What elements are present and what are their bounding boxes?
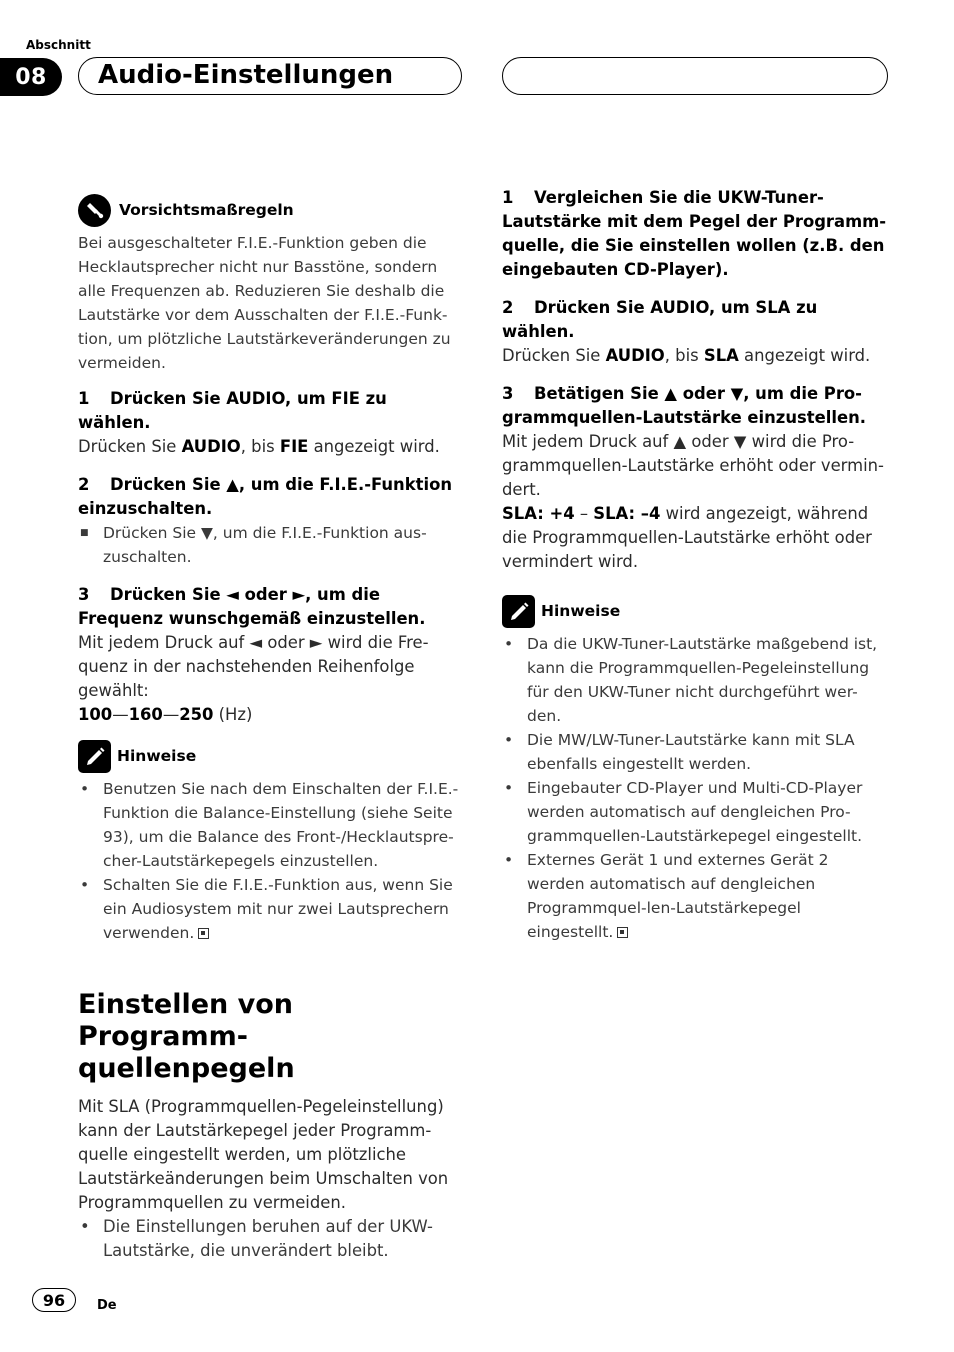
page-number: 96: [32, 1288, 76, 1312]
sla-intro-text: Mit SLA (Programmquellen-Pegeleinstellung) kann der Lautstärkepegel jeder Programm-quelle eingestellt werden, um plötzliche Lautstärkeänderungen beim Umschalten von Programmquellen zu vermeiden.: [78, 1097, 449, 1212]
note-pencil-icon: [502, 595, 535, 628]
caution-text: Bei ausgeschalteter F.I.E.-Funktion geben die Hecklautsprecher nicht nur Basstöne, sondern alle Frequenzen ab. Reduzieren Sie deshalb die Lautstärke vor dem Ausschalten der F.I.E.-Funk-tion, um plötzliche Lautstärkeveränderungen zu vermeiden.: [78, 234, 451, 372]
language-code: De: [97, 1298, 117, 1313]
right-step-2-title: 2 Drücken Sie AUDIO, um SLA zu wählen.: [502, 298, 818, 341]
right-notes-heading: [502, 594, 888, 628]
right-notes-list: [502, 632, 888, 944]
right-step-3-title: 3 Betätigen Sie ▲ oder ▼, um die Pro-grammquellen-Lautstärke einzustellen.: [502, 384, 866, 427]
right-notes-title: Hinweise: [541, 602, 621, 620]
list-item: • Eingebauter CD-Player und Multi-CD-Player werden automatisch auf dengleichen Pro-grammquellen-Lautstärkepegel eingestellt.: [502, 776, 888, 848]
page-title: Audio-Einstellungen: [98, 60, 394, 90]
list-item: • Die Einstellungen beruhen auf der UKW-Lautstärke, die unverändert bleibt.: [78, 1215, 464, 1263]
left-column: [78, 193, 464, 1263]
end-mark-icon: [617, 927, 628, 938]
right-step-2-body: Drücken Sie AUDIO, bis SLA angezeigt wird.: [502, 346, 871, 365]
list-item: ■ Drücken Sie ▼, um die F.I.E.-Funktion aus-zuschalten.: [78, 521, 464, 569]
left-step-2-bullets: [78, 521, 464, 569]
note-pencil-icon: [78, 740, 111, 773]
list-item: • Externes Gerät 1 und externes Gerät 2 werden automatisch auf dengleichen Programmquel-len-Lautstärkepegel eingestellt.: [502, 848, 888, 944]
caution-title: Vorsichtsmaßregeln: [119, 201, 294, 219]
left-notes-title: Hinweise: [117, 747, 197, 765]
section-label: Abschnitt: [26, 38, 91, 52]
frequency-sequence: 100—160—250 (Hz): [78, 705, 253, 724]
caution-heading: [78, 193, 464, 227]
left-step-1-title: 1 Drücken Sie AUDIO, um FIE zu wählen.: [78, 389, 387, 432]
end-mark-icon: [198, 928, 209, 939]
left-notes-list: [78, 777, 464, 945]
section-heading-sla: Einstellen von Programm-quellenpegeln: [78, 989, 295, 1084]
list-item: • Benutzen Sie nach dem Einschalten der F.I.E.-Funktion die Balance-Einstellung (siehe Seite 93), um die Balance des Front-/Hecklautspre-cher-Lautstärkepegels einzustellen.: [78, 777, 464, 873]
list-item: • Da die UKW-Tuner-Lautstärke maßgebend ist, kann die Programmquellen-Pegeleinstellung für den UKW-Tuner nicht durchgeführt wer-den.: [502, 632, 888, 728]
sla-range-text: SLA: +4 – SLA: –4 wird angezeigt, während die Programmquellen-Lautstärke erhöht oder vermindert wird.: [502, 504, 872, 571]
left-step-3-title: 3 Drücken Sie ◄ oder ►, um die Frequenz wunschgemäß einzustellen.: [78, 585, 426, 628]
right-step-3-body: Mit jedem Druck auf ▲ oder ▼ wird die Pro-grammquellen-Lautstärke erhöht oder vermin-dert.: [502, 432, 884, 499]
header-right-frame: [502, 57, 888, 95]
right-column: [502, 186, 888, 944]
left-step-3-body: Mit jedem Druck auf ◄ oder ► wird die Fre-quenz in der nachstehenden Reihenfolge gewählt:: [78, 633, 429, 700]
section-number-badge: 08: [0, 58, 62, 96]
right-step-1-title: 1 Vergleichen Sie die UKW-Tuner-Lautstärke mit dem Pegel der Programm-quelle, die Sie einstellen wollen (z.B. den eingebauten CD-Player).: [502, 188, 887, 279]
sla-bullets: [78, 1215, 464, 1263]
left-step-1-body: Drücken Sie AUDIO, bis FIE angezeigt wird.: [78, 437, 440, 456]
left-notes-heading: [78, 739, 464, 773]
list-item: • Die MW/LW-Tuner-Lautstärke kann mit SLA ebenfalls eingestellt werden.: [502, 728, 888, 776]
left-step-2-title: 2 Drücken Sie ▲, um die F.I.E.-Funktion einzuschalten.: [78, 475, 453, 518]
list-item: • Schalten Sie die F.I.E.-Funktion aus, wenn Sie ein Audiosystem mit nur zwei Lautsprechern verwenden.: [78, 873, 464, 945]
caution-icon: [78, 194, 111, 227]
